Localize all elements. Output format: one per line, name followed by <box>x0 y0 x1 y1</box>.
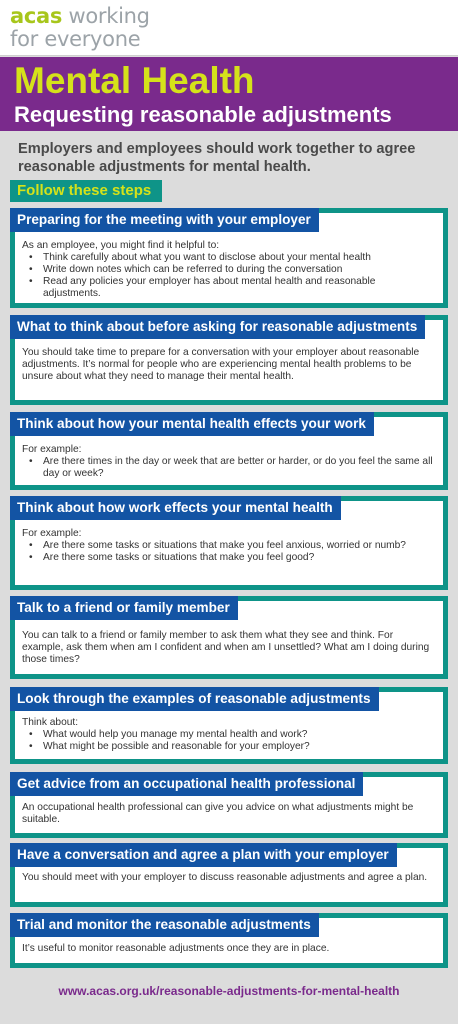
logo-tagline-part2: for everyone <box>10 27 141 51</box>
step-text: An occupational health professional can give you advice on what adjustments might be suitable. <box>22 802 414 825</box>
step-text: You should take time to prepare for a conversation with your employer about reasonable adjustments. It’s normal for people who are experiencing mental health problems to be unsure about what they need to manage their mental health. <box>22 347 420 382</box>
step-title: Preparing for the meeting with your employer <box>10 208 319 232</box>
step-body <box>22 347 436 383</box>
step-title: Look through the examples of reasonable adjustments <box>10 687 379 711</box>
list-item: • Are there times in the day or week that are better or harder, or do you feel the same all day or week? <box>22 456 436 480</box>
step-body <box>22 630 436 666</box>
step-body <box>22 717 436 753</box>
step-body <box>22 872 436 884</box>
step-text: For example: <box>22 528 82 539</box>
list-item: • Read any policies your employer has about mental health and reasonable adjustments. <box>22 276 436 300</box>
step-text: It’s useful to monitor reasonable adjustments once they are in place. <box>22 943 330 954</box>
step-text: You can talk to a friend or family member to ask them what they see and think. For example, ask them when am I confident and when am I unsettled? What am I doing during those times? <box>22 630 430 665</box>
step-body <box>22 943 436 955</box>
step-card-look-through-examples <box>10 687 448 764</box>
step-card-occupational-advice <box>10 772 448 838</box>
page-title: Mental Health <box>14 60 255 101</box>
intro-text: Employers and employees should work together to agree reasonable adjustments for mental health. <box>18 141 416 175</box>
step-text: As an employee, you might find it helpful to: <box>22 240 220 251</box>
step-title: Talk to a friend or family member <box>10 596 238 620</box>
step-title: Have a conversation and agree a plan with your employer <box>10 843 397 867</box>
header-logo-area <box>0 0 458 56</box>
step-card-before-asking <box>10 315 448 405</box>
list-item: • Think carefully about what you want to disclose about your mental health <box>22 252 436 264</box>
title-banner <box>0 57 458 131</box>
step-title: Think about how your mental health effects your work <box>10 412 374 436</box>
logo-tagline-part1: working <box>68 4 150 28</box>
step-title: Trial and monitor the reasonable adjustments <box>10 913 319 937</box>
step-card-agree-plan <box>10 843 448 907</box>
acas-logo <box>10 6 150 50</box>
list-item: • What might be possible and reasonable for your employer? <box>22 741 436 753</box>
step-bullet-list <box>22 456 436 480</box>
list-item: • Are there some tasks or situations that make you feel good? <box>22 552 436 564</box>
step-card-work-effects <box>10 496 448 590</box>
step-card-effects-on-work <box>10 412 448 490</box>
step-card-trial-monitor <box>10 913 448 968</box>
website-url: www.acas.org.uk/reasonable-adjustments-for-mental-health <box>58 984 400 998</box>
step-text: For example: <box>22 444 82 455</box>
logo-brand-word: acas <box>10 4 63 28</box>
step-card-preparing <box>10 208 448 308</box>
step-title: Think about how work effects your mental health <box>10 496 341 520</box>
step-bullet-list <box>22 252 436 300</box>
page-subtitle: Requesting reasonable adjustments <box>14 102 392 127</box>
step-title: What to think about before asking for reasonable adjustments <box>10 315 425 339</box>
step-card-talk-to-friend <box>10 596 448 679</box>
step-body <box>22 528 436 564</box>
step-body <box>22 240 436 300</box>
list-item: • Write down notes which can be referred to during the conversation <box>22 264 436 276</box>
list-item: • What would help you manage my mental health and work? <box>22 729 436 741</box>
step-bullet-list <box>22 729 436 753</box>
step-title: Get advice from an occupational health professional <box>10 772 363 796</box>
step-body <box>22 444 436 480</box>
step-text: You should meet with your employer to discuss reasonable adjustments and agree a plan. <box>22 872 428 883</box>
step-body <box>22 802 436 826</box>
list-item: • Are there some tasks or situations that make you feel anxious, worried or numb? <box>22 540 436 552</box>
step-bullet-list <box>22 540 436 564</box>
steps-heading: Follow these steps <box>10 180 162 202</box>
step-text: Think about: <box>22 717 79 728</box>
